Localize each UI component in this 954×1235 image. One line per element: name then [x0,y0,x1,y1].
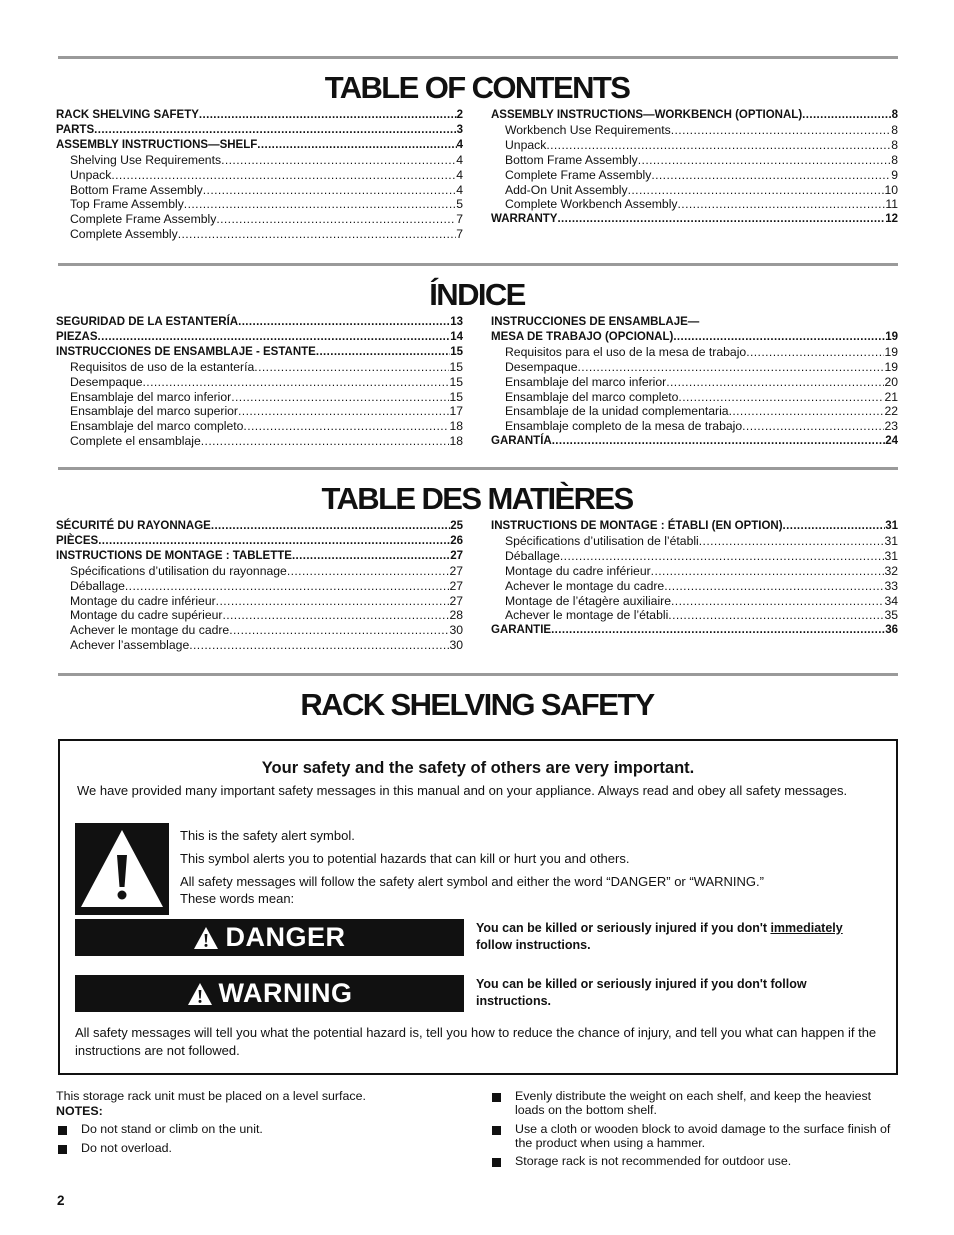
indice-left-column [56,315,463,449]
toc-right-column [491,108,898,227]
toc-entry-title: WARRANTY [491,213,558,226]
toc-entry-page: 4 [456,182,463,197]
dot-leader [292,549,450,564]
toc-entry-title: Complete Assembly [70,227,178,242]
dot-leader [221,153,456,168]
warning-word: WARNING [218,978,353,1008]
dot-leader [203,183,456,198]
toc-entry-title: INSTRUCTIONS DE MONTAGE : TABLETTE [56,549,292,562]
toc-entry-title: Complete Frame Assembly [70,212,217,227]
toc-entry [491,579,898,594]
divider [58,263,898,266]
toc-entry-title: PIÈCES [56,534,99,547]
toc-entry-title: Achever l’assemblage [70,638,190,653]
toc-entry-title: Complete Workbench Assembly [505,197,678,212]
dot-leader [111,168,456,183]
dot-leader [216,594,450,609]
dot-leader [557,212,885,227]
toc-entry [56,197,463,212]
toc-entry [56,138,463,153]
toc-entry-page: 5 [456,197,463,212]
dot-leader [651,564,885,579]
toc-entry-title: ASSEMBLY INSTRUCTIONS—SHELF [56,138,258,151]
toc-entry-title: Spécifications d’utilisation du rayonnage [70,563,287,578]
danger-word: DANGER [225,922,346,952]
note-bullet: Storage rack is not recommended for outdoor use. [492,1155,897,1169]
toc-entry-title: Ensamblaje del marco completo [505,389,679,404]
toc-entry-page: 15 [449,374,463,389]
toc-entry [491,183,898,198]
divider [58,56,898,59]
toc-entry-page: 8 [891,109,898,121]
toc-entry-title: MESA DE TRABAJO (OPCIONAL) [491,330,674,343]
toc-entry [491,519,898,534]
toc-entry [491,404,898,419]
toc-entry-title: Achever le montage du cadre [505,578,665,593]
page-number: 2 [57,1193,65,1208]
toc-entry-page: 18 [449,434,463,449]
safety-intro: We have provided many important safety messages in this manual and on your appliance. Always read and obey all safety messages. [77,783,848,798]
dot-leader [189,638,449,653]
toc-entry [491,419,898,434]
toc-entry-page: 20 [884,374,898,389]
bullet-square-icon [492,1126,501,1135]
alert-triangle-icon [193,926,219,950]
toc-entry-title: ASSEMBLY INSTRUCTIONS—WORKBENCH (OPTIONAL) [491,109,803,121]
toc-entry-title: Complete Frame Assembly [505,167,652,182]
toc-entry-title: Ensamblaje del marco completo [70,419,244,434]
toc-entry-title: PARTS [56,123,95,136]
matieres-left-column [56,519,463,653]
symbol-line: All safety messages will follow the safety alert symbol and either the word “DANGER” or “WARNING.” [180,874,764,889]
toc-entry [56,360,463,375]
warning-signal-bar [75,975,464,1012]
dot-leader [742,419,884,434]
toc-entry [56,108,463,123]
toc-entry-title: Ensamblaje completo de la mesa de trabajo [505,419,743,434]
safety-heading: RACK SHELVING SAFETY [300,687,654,722]
dot-leader [699,534,885,549]
toc-entry-page: 8 [891,152,898,167]
toc-entry [491,375,898,390]
toc-entry-title: Montage du cadre inférieur [70,593,216,608]
toc-entry-page: 3 [456,123,463,136]
toc-entry-page: 25 [450,520,463,532]
toc-entry-title: Ensamblaje del marco inferior [70,389,232,404]
dot-leader [673,330,885,345]
dot-leader [783,519,886,534]
bullet-square-icon [492,1158,501,1167]
dot-leader [229,623,449,638]
toc-entry-title: Shelving Use Requirements [70,152,222,167]
note-bullet: Do not overload. [58,1142,458,1156]
toc-entry [56,212,463,227]
dot-leader [560,549,885,564]
toc-entry [56,345,463,360]
toc-heading: TABLE OF CONTENTS [324,70,630,105]
dot-leader [238,404,449,419]
toc-entry [56,390,463,405]
toc-entry-page: 22 [884,404,898,419]
toc-entry [491,390,898,405]
dot-leader [231,390,449,405]
toc-entry-page: 15 [449,359,463,374]
dot-leader [316,345,450,360]
indice-right-entries [491,330,898,449]
toc-left-column [56,108,463,242]
dot-leader [211,519,450,534]
dot-leader [729,404,885,419]
matieres-heading: TABLE DES MATIÈRES [321,481,633,516]
toc-entry-page: 21 [884,389,898,404]
toc-entry-page: 10 [884,182,898,197]
dot-leader [678,197,886,212]
dot-leader [184,197,456,212]
toc-entry-title: SEGURIDAD DE LA ESTANTERÍA [56,316,239,328]
toc-entry [56,534,463,549]
toc-entry-page: 7 [456,227,463,242]
toc-entry [56,123,463,138]
alert-triangle-icon [187,982,213,1006]
toc-entry-page: 30 [449,638,463,653]
toc-entry-page: 27 [449,578,463,593]
symbol-line: This is the safety alert symbol. [180,828,355,843]
dot-leader [201,434,450,449]
toc-entry-title: Complete el ensamblaje [70,434,201,449]
toc-entry-title: Top Frame Assembly [70,197,184,212]
toc-entry-page: 27 [450,549,463,562]
toc-entry-title: RACK SHELVING SAFETY [56,109,199,121]
dot-leader [257,138,456,153]
toc-entry [56,375,463,390]
level-surface-note: This storage rack unit must be placed on a level surface. [56,1089,366,1103]
toc-entry-page: 24 [885,435,898,448]
toc-entry [491,345,898,360]
toc-entry-page: 14 [450,330,463,343]
toc-entry [491,534,898,549]
toc-entry [56,315,463,330]
symbol-line: This symbol alerts you to potential hazards that can kill or hurt you and others. [180,851,630,866]
danger-signal-bar [75,919,464,956]
toc-entry-page: 27 [449,593,463,608]
toc-entry-page: 19 [884,359,898,374]
dot-leader [802,108,891,123]
dot-leader [143,375,450,390]
indice-heading: ÍNDICE [429,277,525,312]
dot-leader [551,623,885,638]
dot-leader [678,390,884,405]
toc-entry-title: Ensamblaje del marco inferior [505,374,667,389]
warning-text: You can be killed or seriously injured if you don't follow instructions. [476,977,807,1008]
toc-entry [491,153,898,168]
dot-leader [254,360,449,375]
toc-entry-title: Montage du cadre inférieur [505,563,651,578]
toc-entry [491,330,898,345]
dot-leader [199,108,457,123]
dot-leader [546,138,891,153]
toc-entry-page: 2 [456,109,463,121]
toc-entry-page: 19 [884,344,898,359]
toc-entry-page: 8 [891,122,898,137]
toc-entry-title: Spécifications d’utilisation de l’établi [505,533,699,548]
bullet-square-icon [492,1093,501,1102]
toc-entry-page: 12 [885,213,898,226]
notes-label: NOTES: [56,1104,103,1118]
toc-entry-page: 36 [885,624,898,637]
toc-entry-page: 19 [885,330,898,343]
toc-entry-page: 18 [449,419,463,434]
toc-entry [491,108,898,123]
toc-entry [491,608,898,623]
toc-entry-page: 31 [884,533,898,548]
toc-entry-title: Requisitos para el uso de la mesa de trabajo [505,344,747,359]
toc-entry-title: Montage de l’étagère auxiliaire [505,593,671,608]
dot-leader [628,183,885,198]
toc-entry [56,638,463,653]
toc-entry-page: 11 [885,197,898,212]
toc-entry-title: Achever le montage du cadre [70,623,230,638]
toc-entry-title: Achever le montage de l’établi [505,608,669,623]
toc-entry-title: Workbench Use Requirements [505,122,671,137]
toc-entry-title: GARANTÍA [491,435,552,448]
toc-entry-title: Desempaque [70,374,143,389]
toc-entry [56,404,463,419]
toc-entry-page: 28 [449,608,463,623]
dot-leader [552,434,886,449]
toc-entry-page: 4 [456,152,463,167]
divider [58,467,898,470]
safety-alert-symbol-icon [75,823,169,915]
toc-entry-page: 17 [449,404,463,419]
toc-entry [491,168,898,183]
toc-entry [56,419,463,434]
toc-entry-page: 4 [456,167,463,182]
toc-entry-page: 31 [884,548,898,563]
toc-entry-title: PIEZAS [56,330,98,343]
toc-entry-page: 30 [449,623,463,638]
dot-leader [243,419,449,434]
toc-entry-title: Montage du cadre supérieur [70,608,223,623]
toc-entry [491,564,898,579]
toc-entry-page: 26 [450,534,463,547]
toc-entry-title: Bottom Frame Assembly [70,182,203,197]
toc-entry [491,623,898,638]
toc-entry [491,434,898,449]
toc-entry-page: 31 [885,520,898,532]
dot-leader [238,315,450,330]
toc-entry [491,594,898,609]
dot-leader [666,375,884,390]
dot-leader [94,123,456,138]
toc-entry-title: Ensamblaje del marco superior [70,404,238,419]
safety-box [58,739,898,1075]
toc-entry-title: Bottom Frame Assembly [505,152,638,167]
toc-entry [56,183,463,198]
toc-entry [491,360,898,375]
toc-entry-title: Requisitos de uso de la estantería [70,359,255,374]
toc-entry-title: Déballage [70,578,125,593]
immediately-text: immediately [770,921,843,935]
toc-entry-page: 34 [884,593,898,608]
toc-entry-title: Desempaque [505,359,578,374]
danger-text: You can be killed or seriously injured if you don't immediately follow instructions. [476,921,843,952]
toc-entry-page: 35 [884,608,898,623]
dot-leader [668,608,884,623]
toc-entry-page: 4 [456,138,463,151]
toc-entry [491,197,898,212]
symbol-line: These words mean: [180,891,295,906]
toc-entry-page: 9 [891,167,898,182]
toc-entry-page: 8 [891,137,898,152]
toc-entry [491,212,898,227]
note-bullet: Evenly distribute the weight on each shelf, and keep the heaviest loads on the bottom shelf. [492,1090,897,1117]
bullet-square-icon [58,1145,67,1154]
toc-entry [56,168,463,183]
matieres-right-column [491,519,898,638]
dot-leader [638,153,891,168]
toc-entry [491,123,898,138]
dot-leader [671,123,891,138]
toc-entry [56,549,463,564]
toc-entry [56,623,463,638]
toc-entry-page: 13 [450,316,463,328]
toc-entry-title: SÉCURITÉ DU RAYONNAGE [56,520,211,532]
toc-entry-page: 33 [884,578,898,593]
note-bullet: Do not stand or climb on the unit. [58,1123,458,1137]
toc-entry [491,138,898,153]
dot-leader [222,608,449,623]
toc-entry-title: GARANTIE [491,624,552,637]
toc-entry [56,579,463,594]
toc-entry [56,434,463,449]
dot-leader [98,534,450,549]
safety-footer: All safety messages will tell you what the potential hazard is, tell you how to reduce the chance of injury, and tell you what can happen if the instructions are not followed. [75,1025,877,1058]
toc-entry-title: Add-On Unit Assembly [505,182,628,197]
toc-entry-page: 32 [884,563,898,578]
toc-entry [56,608,463,623]
toc-entry-title: Ensamblaje de la unidad complementaria [505,404,729,419]
toc-entry-page: 7 [456,212,463,227]
toc-entry [56,519,463,534]
dot-leader [664,579,884,594]
toc-entry [56,227,463,242]
note-bullet: Use a cloth or wooden block to avoid damage to the surface finish of the product when using a hammer. [492,1123,897,1150]
dot-leader [125,579,450,594]
toc-entry-page: 23 [884,419,898,434]
toc-entry-title: Unpack [505,137,547,152]
dot-leader [98,330,451,345]
indice-right-column [491,315,898,449]
toc-entry [491,549,898,564]
dot-leader [287,564,450,579]
dot-leader [746,345,884,360]
dot-leader [578,360,885,375]
toc-entry [56,594,463,609]
toc-entry-page: 15 [449,389,463,404]
dot-leader [671,594,884,609]
bullet-square-icon [58,1126,67,1135]
toc-entry [56,153,463,168]
dot-leader [216,212,456,227]
toc-entry [56,564,463,579]
toc-entry-title: Unpack [70,167,112,182]
dot-leader [651,168,891,183]
divider [58,673,898,676]
toc-entry-title: Déballage [505,548,560,563]
toc-entry-page: 15 [450,345,463,358]
toc-entry [56,330,463,345]
toc-entry-title: INSTRUCCIONES DE ENSAMBLAJE - ESTANTE [56,345,316,358]
toc-entry-page: 27 [449,563,463,578]
toc-entry-title: INSTRUCTIONS DE MONTAGE : ÉTABLI (EN OPTION) [491,520,783,532]
safety-box-title: Your safety and the safety of others are very important. [261,759,695,777]
toc-heading-line: INSTRUCCIONES DE ENSAMBLAJE— [491,316,700,328]
dot-leader [178,227,457,242]
